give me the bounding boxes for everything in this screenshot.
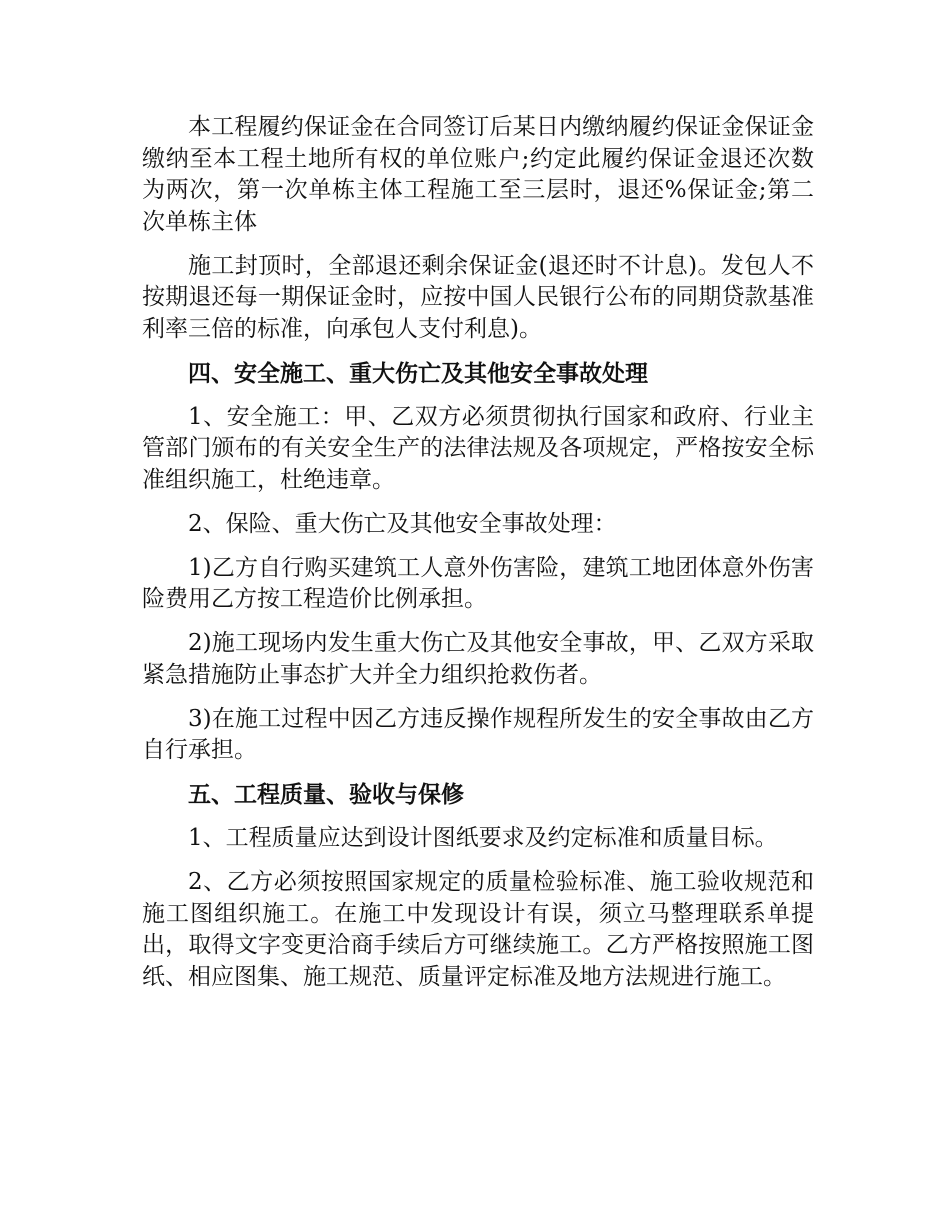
section-heading-quality: 五、工程质量、验收与保修 (188, 781, 464, 808)
paragraph-insurance-item-2: 2)施工现场内发生重大伤亡及其他安全事故，甲、乙双方采取紧急措施防止事态扩大并全力组织抢救伤者。 (142, 630, 814, 688)
document-page (142, 112, 814, 1006)
paragraph-insurance-item-3: 3)在施工过程中因乙方违反操作规程所发生的安全事故由乙方自行承担。 (142, 705, 814, 763)
paragraph-insurance-heading: 2、保险、重大伤亡及其他安全事故处理： (188, 510, 617, 537)
paragraph-quality-item-2: 2、乙方必须按照国家规定的质量检验标准、施工验收规范和施工图组织施工。在施工中发现设计有误，须立马整理联系单提出，取得文字变更洽商手续后方可继续施工。乙方严格按照施工图纸、相应图集、施工规范、质量评定标准及地方法规进行施工。 (142, 869, 814, 990)
paragraph-quality-item-1: 1、工程质量应达到设计图纸要求及约定标准和质量目标。 (188, 825, 778, 851)
paragraph-deposit-terms: 本工程履约保证金在合同签订后某日内缴纳履约保证金保证金缴纳至本工程土地所有权的单位账户;约定此履约保证金退还次数为两次，第一次单栋主体工程施工至三层时，退还%保证金;第二次单栋主体 (142, 114, 814, 235)
paragraph-safety-construction: 1、安全施工：甲、乙双方必须贯彻执行国家和政府、行业主管部门颁布的有关安全生产的法律法规及各项规定，严格按安全标准组织施工，杜绝违章。 (142, 403, 814, 493)
paragraph-deposit-refund: 施工封顶时，全部退还剩余保证金(退还时不计息)。发包人不按期退还每一期保证金时，应按中国人民银行公布的同期贷款基准利率三倍的标准，向承包人支付利息)。 (142, 252, 814, 342)
section-heading-safety: 四、安全施工、重大伤亡及其他安全事故处理 (188, 359, 648, 387)
paragraph-insurance-item-1: 1)乙方自行购买建筑工人意外伤害险，建筑工地团体意外伤害险费用乙方按工程造价比例承担。 (142, 554, 814, 612)
